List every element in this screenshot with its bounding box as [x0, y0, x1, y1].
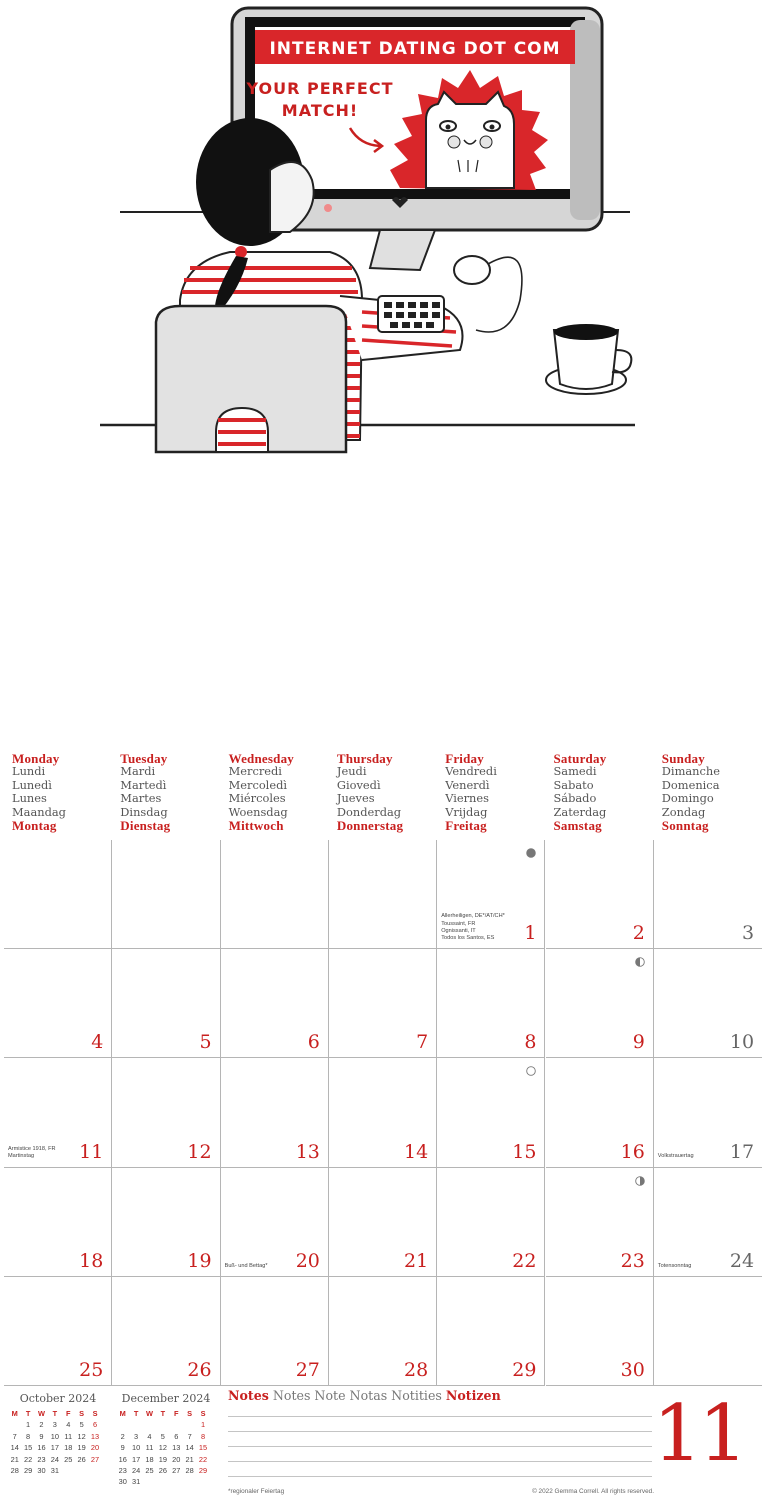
day-number: 23	[620, 1249, 645, 1272]
mini-calendar-weekday-letter: T	[52, 1409, 58, 1418]
day-number: 4	[91, 1031, 104, 1054]
mini-calendar-day	[129, 1420, 142, 1431]
mini-calendar-weekday-letter: M	[11, 1409, 18, 1418]
weekday-name: Mittwoch	[228, 818, 284, 834]
mini-calendar-day: 25	[64, 1454, 73, 1464]
day-number: 16	[620, 1140, 645, 1163]
mini-calendar-day: 30	[118, 1477, 127, 1487]
weekday-name: Maandag	[12, 804, 66, 819]
mini-calendar-day	[88, 1466, 101, 1477]
day-number: 28	[404, 1358, 429, 1381]
weekday-column	[337, 752, 445, 832]
weekday-name: Mardi	[120, 764, 156, 779]
weekday-name: Mercredi	[228, 764, 282, 779]
mini-calendar-day: 21	[185, 1454, 194, 1464]
mini-calendar-day	[62, 1466, 75, 1477]
day-cell	[221, 1168, 329, 1277]
day-cell	[329, 1277, 437, 1386]
mini-calendar-title: December 2024	[121, 1392, 211, 1405]
mini-calendar-week	[116, 1443, 216, 1454]
day-cell	[546, 1058, 654, 1167]
day-cell	[546, 949, 654, 1058]
day-cell	[112, 949, 220, 1058]
day-number: 13	[295, 1140, 320, 1163]
mini-calendar-day: 16	[118, 1454, 127, 1464]
day-cell	[221, 1058, 329, 1167]
weekday-name: Jeudi	[336, 764, 367, 779]
empty-day-cell	[4, 840, 112, 949]
holiday-line: Toussaint, FR	[441, 920, 476, 927]
weekday-name: Freitag	[445, 818, 487, 834]
mini-calendar-day: 28	[185, 1465, 194, 1475]
weekday-column	[120, 752, 228, 832]
holiday-line: Todos los Santos, ES	[441, 934, 495, 941]
mini-calendar-day: 14	[185, 1443, 194, 1453]
day-number: 6	[307, 1031, 320, 1054]
note-line	[228, 1476, 652, 1477]
mini-calendar-weekday-letter: T	[25, 1409, 31, 1418]
mini-calendar-day: 8	[26, 1431, 31, 1441]
mini-calendar-day: 9	[120, 1443, 125, 1453]
day-number: 1	[524, 922, 537, 945]
holiday-line: Totensonntag	[657, 1262, 692, 1269]
holiday-line: Armistice 1918, FR	[8, 1146, 56, 1153]
weekday-name: Donnerstag	[336, 818, 404, 834]
day-number: 11	[79, 1140, 104, 1163]
screen-caption-line-2: MATCH!	[281, 101, 359, 120]
illustration	[90, 0, 650, 470]
mini-calendar-day: 19	[158, 1454, 167, 1464]
last-quarter-icon	[635, 1176, 645, 1186]
full-moon-icon	[526, 1066, 536, 1076]
weekday-header	[4, 752, 762, 840]
weekday-name: Miércoles	[228, 791, 286, 806]
mini-calendar-day: 15	[198, 1443, 208, 1453]
mini-calendar-day: 31	[50, 1465, 59, 1475]
mini-calendar-day	[75, 1466, 88, 1477]
day-cell	[546, 1277, 654, 1386]
day-cell	[4, 1058, 112, 1167]
mini-calendar-weekday-letter: S	[79, 1409, 85, 1418]
day-cell	[654, 1058, 762, 1167]
weekday-name: Tuesday	[120, 751, 168, 766]
weekday-name: Dimanche	[661, 764, 720, 779]
mini-calendar-week	[8, 1466, 108, 1477]
weekday-name: Martes	[120, 791, 162, 806]
weekday-name: Dienstag	[120, 818, 171, 834]
day-number: 24	[729, 1249, 755, 1272]
weekday-name: Domenica	[661, 777, 720, 792]
mini-calendar-day	[8, 1420, 21, 1431]
mini-calendar-day: 19	[77, 1443, 86, 1453]
coffee-cup-illustration	[546, 324, 631, 394]
weekday-name: Giovedì	[336, 777, 381, 792]
mini-calendar-next-month	[116, 1392, 216, 1489]
mini-calendar-day: 6	[92, 1420, 98, 1430]
mini-calendar-weekday-letter: S	[187, 1409, 193, 1418]
weekday-name: Woensdag	[228, 804, 288, 819]
weekday-name: Sabato	[553, 777, 594, 792]
day-cell	[112, 1168, 220, 1277]
mini-calendar-day	[170, 1477, 183, 1488]
mini-calendar-day: 5	[160, 1431, 165, 1441]
holiday-note	[225, 1263, 268, 1270]
holiday-line: Martinstag	[8, 1153, 35, 1160]
day-cell	[546, 1168, 654, 1277]
mini-calendar-weekday-letter: W	[37, 1409, 45, 1418]
mini-calendar-day: 1	[26, 1420, 31, 1430]
day-number: 9	[632, 1031, 645, 1054]
mini-calendar-day: 14	[10, 1443, 19, 1453]
day-cell	[546, 840, 654, 949]
mini-calendar-day	[183, 1420, 196, 1431]
first-quarter-icon	[635, 957, 645, 967]
mini-calendar-day: 4	[147, 1431, 152, 1441]
mini-calendar-weekday-letter: S	[200, 1409, 206, 1418]
mini-calendar-day: 13	[172, 1443, 181, 1453]
day-cell	[654, 840, 762, 949]
weekday-name: Wednesday	[228, 751, 294, 766]
weekday-name: Montag	[12, 818, 57, 834]
mini-calendar-day	[116, 1420, 129, 1431]
day-number: 18	[79, 1249, 104, 1272]
mini-calendar-title: October 2024	[19, 1392, 97, 1405]
weekday-name: Zaterdag	[553, 804, 607, 819]
day-number: 29	[512, 1358, 537, 1381]
mini-calendar-day: 7	[12, 1431, 17, 1441]
mini-calendar-day: 18	[145, 1454, 154, 1464]
mini-calendar-weekday-row	[8, 1409, 108, 1420]
mini-calendar-day: 10	[131, 1443, 141, 1453]
weekday-name: Saturday	[553, 751, 607, 766]
day-number: 3	[742, 922, 755, 945]
mini-calendar-day	[143, 1420, 156, 1431]
weekday-name: Samedi	[553, 764, 597, 779]
day-cell	[437, 949, 545, 1058]
mini-calendar-day: 17	[131, 1454, 141, 1464]
month-number: 11	[652, 1389, 744, 1479]
weekday-name: Zondag	[661, 804, 706, 819]
day-cell	[4, 1168, 112, 1277]
weekday-column	[12, 752, 120, 832]
weekday-name: Vendredi	[445, 764, 497, 779]
mini-calendar-day: 20	[172, 1454, 181, 1464]
weekday-name: Martedì	[120, 777, 167, 792]
mini-calendar-weekday-letter: S	[92, 1409, 98, 1418]
weekday-column	[229, 752, 337, 832]
screen-caption-line-1: YOUR PERFECT	[246, 79, 394, 98]
mini-calendar-weekday-letter: T	[133, 1409, 139, 1418]
empty-day-cell	[112, 840, 220, 949]
mini-calendar-day: 26	[158, 1465, 167, 1475]
empty-day-cell	[221, 840, 329, 949]
empty-day-cell	[329, 840, 437, 949]
day-number: 25	[79, 1358, 104, 1381]
mini-calendar-day: 27	[90, 1454, 100, 1464]
notes-label-translations: Notes Note Notas Notities	[268, 1388, 446, 1403]
weekday-column	[662, 752, 766, 832]
screen-banner-text: INTERNET DATING DOT COM	[269, 39, 561, 59]
mini-calendar-day: 12	[158, 1443, 167, 1453]
mini-calendar-day: 26	[77, 1454, 86, 1464]
mini-calendar-weekday-letter: F	[66, 1409, 71, 1418]
mini-calendar-day: 27	[172, 1465, 181, 1475]
mini-calendar-day: 18	[64, 1443, 73, 1453]
mini-calendar-day: 11	[145, 1443, 154, 1453]
mini-calendar-day: 7	[187, 1431, 192, 1441]
weekday-name: Viernes	[445, 791, 489, 806]
empty-day-cell	[654, 1277, 762, 1386]
mini-calendar-weekday-letter: T	[160, 1409, 166, 1418]
day-number: 15	[512, 1140, 537, 1163]
mini-calendar-weekday-letter: W	[145, 1409, 153, 1418]
day-number: 8	[524, 1031, 537, 1054]
mini-calendar-weekday-letter: M	[119, 1409, 126, 1418]
day-cell	[112, 1058, 220, 1167]
mini-calendar-week	[8, 1455, 108, 1466]
mini-calendar-day: 22	[198, 1454, 208, 1464]
holiday-line: Allerheiligen, DE*/AT/CH*	[441, 913, 505, 920]
day-number: 14	[404, 1140, 429, 1163]
day-number: 5	[199, 1031, 212, 1054]
mini-calendar-day	[170, 1420, 183, 1431]
mini-calendar-day: 4	[66, 1420, 71, 1430]
mini-calendar-week	[8, 1432, 108, 1443]
mini-calendar-day: 21	[10, 1454, 19, 1464]
mini-calendar-day: 17	[50, 1443, 59, 1453]
mini-calendar-day: 2	[120, 1431, 125, 1441]
weekday-name: Venerdì	[445, 777, 490, 792]
weekday-name: Vrijdag	[445, 804, 488, 819]
mini-calendar-day: 22	[23, 1454, 33, 1464]
mini-calendar-day: 29	[198, 1465, 208, 1475]
mini-calendar-day: 24	[131, 1465, 141, 1475]
mini-calendar-day: 3	[134, 1431, 139, 1441]
mini-calendar-day: 31	[131, 1477, 141, 1487]
day-cell	[437, 1168, 545, 1277]
notes-heading	[228, 1388, 501, 1403]
day-number: 19	[187, 1249, 212, 1272]
mini-calendar-weekday-row	[116, 1409, 216, 1420]
day-cell	[221, 1277, 329, 1386]
mini-calendar-week	[116, 1466, 216, 1477]
weekday-name: Sunday	[661, 751, 705, 766]
note-line	[228, 1431, 652, 1432]
regional-holiday-footnote: *regionaler Feiertag	[228, 1488, 285, 1495]
note-line	[228, 1416, 652, 1417]
mini-calendar-week	[116, 1432, 216, 1443]
weekday-name: Lundi	[12, 764, 46, 779]
day-number: 27	[295, 1358, 320, 1381]
mini-calendar-day: 24	[50, 1454, 59, 1464]
mini-calendar-weekday-letter: F	[174, 1409, 179, 1418]
mini-calendar-day: 28	[10, 1465, 19, 1475]
chair-illustration	[156, 306, 346, 452]
mini-calendar-day: 9	[39, 1431, 44, 1441]
mini-calendar-day: 12	[77, 1431, 86, 1441]
day-number: 20	[295, 1249, 320, 1272]
day-cell	[437, 840, 545, 949]
notes-label-first: Notes	[228, 1388, 269, 1403]
day-number: 21	[404, 1249, 429, 1272]
day-cell	[329, 949, 437, 1058]
mini-calendar-day: 20	[90, 1443, 100, 1453]
mini-calendar-day: 23	[37, 1454, 46, 1464]
day-cell	[654, 949, 762, 1058]
weekday-name: Mercoledì	[228, 777, 287, 792]
weekday-name: Domingo	[661, 791, 714, 806]
weekday-name: Thursday	[336, 751, 393, 766]
mini-calendar-day	[143, 1477, 156, 1488]
mini-calendar-day: 8	[200, 1431, 206, 1441]
mini-calendar-day: 1	[200, 1420, 206, 1430]
weekday-column	[445, 752, 553, 832]
mini-calendar-day: 11	[64, 1431, 73, 1441]
mini-calendar-day: 30	[37, 1465, 46, 1475]
holiday-line: Volkstrauertag	[657, 1153, 694, 1160]
note-line	[228, 1461, 652, 1462]
day-number: 10	[729, 1031, 755, 1054]
mini-calendar-previous-month	[8, 1392, 108, 1477]
holiday-line: Ognissanti, IT	[441, 927, 476, 934]
day-number: 22	[512, 1249, 537, 1272]
holiday-note	[658, 1153, 694, 1160]
mini-calendar-week	[8, 1420, 108, 1431]
weekday-name: Dinsdag	[120, 804, 168, 819]
new-moon-icon	[526, 848, 536, 858]
mini-calendar-day: 16	[37, 1443, 46, 1453]
mini-calendar-day: 5	[79, 1420, 84, 1430]
weekday-name: Jueves	[336, 791, 375, 806]
day-number: 2	[632, 922, 645, 945]
copyright-notice: © 2022 Gemma Correll. All rights reserved.	[532, 1488, 654, 1495]
mini-calendar-day: 6	[174, 1431, 179, 1441]
mini-calendar-day: 25	[145, 1465, 154, 1475]
day-cell	[221, 949, 329, 1058]
weekday-name: Monday	[12, 751, 60, 766]
weekday-name: Lunedì	[12, 777, 52, 792]
day-cell	[329, 1058, 437, 1167]
mini-calendar-day: 10	[50, 1431, 59, 1441]
mini-calendar-day: 3	[52, 1420, 57, 1430]
mini-calendar-day	[156, 1477, 169, 1488]
calendar-grid	[4, 840, 762, 1386]
mini-calendar-day	[156, 1420, 169, 1431]
mini-calendar-day	[196, 1477, 209, 1488]
day-cell	[437, 1277, 545, 1386]
mini-calendar-day: 23	[118, 1465, 127, 1475]
day-number: 17	[729, 1140, 755, 1163]
mini-calendar-week	[8, 1443, 108, 1454]
notes-label-last: Notizen	[445, 1388, 501, 1403]
weekday-column	[554, 752, 662, 832]
holiday-note	[8, 1146, 56, 1160]
mini-calendar-day: 2	[39, 1420, 44, 1430]
day-cell	[4, 949, 112, 1058]
day-number: 26	[187, 1358, 212, 1381]
mini-calendar-day	[183, 1477, 196, 1488]
day-number: 7	[416, 1031, 429, 1054]
weekday-name: Sonntag	[661, 818, 709, 834]
day-cell	[4, 1277, 112, 1386]
day-cell	[329, 1168, 437, 1277]
day-cell	[437, 1058, 545, 1167]
holiday-note	[441, 913, 505, 942]
bottom-section	[0, 1386, 766, 1500]
mini-calendar-week	[116, 1477, 216, 1488]
mini-calendar-day: 29	[23, 1465, 33, 1475]
weekday-name: Lunes	[12, 791, 47, 806]
mini-calendar-day: 13	[90, 1431, 100, 1441]
weekday-name: Donderdag	[336, 804, 402, 819]
day-number: 30	[620, 1358, 645, 1381]
mini-calendar-day: 15	[23, 1443, 33, 1453]
mini-calendar-week	[116, 1420, 216, 1431]
mini-calendar-week	[116, 1455, 216, 1466]
weekday-name: Friday	[445, 751, 484, 766]
weekday-name: Sábado	[553, 791, 597, 806]
holiday-note	[658, 1263, 692, 1270]
day-cell	[112, 1277, 220, 1386]
day-number: 12	[187, 1140, 212, 1163]
day-cell	[654, 1168, 762, 1277]
note-line	[228, 1446, 652, 1447]
holiday-line: Buß- und Bettag*	[224, 1262, 268, 1269]
weekday-name: Samstag	[553, 818, 602, 834]
